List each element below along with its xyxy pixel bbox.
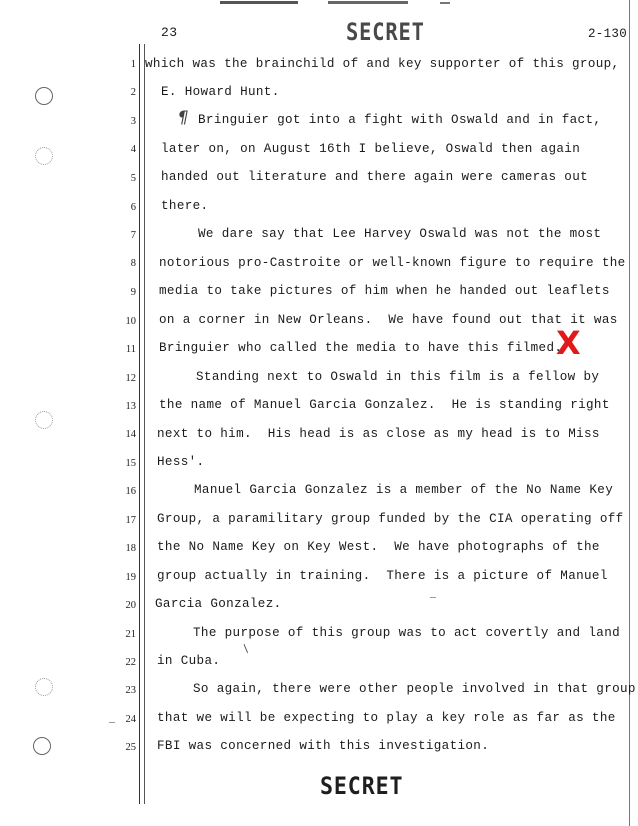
margin-rule	[139, 44, 140, 804]
line-number: 15	[125, 458, 136, 469]
transcript-line: So again, there were other people involved in that group	[193, 682, 636, 696]
line-number: 8	[130, 258, 136, 269]
classification-stamp-bottom: SECRET	[320, 772, 404, 800]
line-number: 9	[130, 287, 136, 298]
pencil-stroke	[430, 597, 436, 598]
line-number: 23	[125, 685, 136, 696]
transcript-line: that we will be expecting to play a key role as far as the	[157, 711, 616, 725]
red-annotation-mark: X	[556, 324, 581, 362]
transcript-line: media to take pictures of him when he handed out leaflets	[159, 284, 610, 298]
header-bar	[220, 1, 298, 4]
transcript-line: Manuel Garcia Gonzalez is a member of the No Name Key	[194, 483, 614, 497]
transcript-line: later on, on August 16th I believe, Oswald then again	[161, 142, 581, 156]
document-reference: 2-130	[588, 27, 628, 41]
line-number: 21	[125, 629, 136, 640]
header-redaction-fragment	[220, 0, 460, 6]
transcript-line: on a corner in New Orleans. We have found out that it was	[159, 313, 618, 327]
line-number: 4	[130, 144, 136, 155]
line-number: 3	[130, 116, 136, 127]
punch-hole	[35, 678, 53, 696]
transcript-line: Bringuier got into a fight with Oswald and in fact,	[198, 113, 602, 127]
transcript-line: Garcia Gonzalez.	[155, 597, 282, 611]
line-number: 13	[125, 401, 136, 412]
transcript-line: in Cuba.	[157, 654, 221, 668]
transcript-line: The purpose of this group was to act covertly and land	[193, 626, 621, 640]
classification-stamp-top: SECRET	[346, 18, 425, 46]
transcript-line: the No Name Key on Key West. We have photographs of the	[157, 540, 600, 554]
page-number: 23	[161, 25, 178, 40]
transcript-line: E. Howard Hunt.	[161, 85, 280, 99]
transcript-line: next to him. His head is as close as my head is to Miss	[157, 427, 600, 441]
punch-hole	[35, 411, 53, 429]
transcript-line: FBI was concerned with this investigation.	[157, 739, 490, 753]
transcript-line: the name of Manuel Garcia Gonzalez. He is standing right	[159, 398, 610, 412]
line-number: 20	[125, 600, 136, 611]
transcript-line: Hess'.	[157, 455, 205, 469]
line-number: 19	[125, 572, 136, 583]
line-number: 18	[125, 543, 136, 554]
transcript-line: handed out literature and there again were cameras out	[161, 170, 589, 184]
pencil-stroke	[109, 722, 115, 723]
line-number: 22	[125, 657, 136, 668]
line-number: 16	[125, 486, 136, 497]
line-number: 12	[125, 373, 136, 384]
line-number: 5	[130, 173, 136, 184]
header-bar	[328, 1, 408, 4]
transcript-line: there.	[161, 199, 209, 213]
line-number: 7	[130, 230, 136, 241]
line-number: 17	[125, 515, 136, 526]
pencil-stroke: /	[240, 642, 252, 655]
punch-hole	[33, 737, 51, 755]
punch-hole	[35, 87, 53, 105]
line-number: 1	[130, 59, 136, 70]
punch-hole	[35, 147, 53, 165]
margin-rule	[144, 44, 145, 804]
transcript-line: Bringuier who called the media to have this filmed.	[159, 341, 563, 355]
paragraph-mark: ¶	[178, 108, 189, 128]
line-number: 14	[125, 429, 136, 440]
transcript-line: group actually in training. There is a picture of Manuel	[157, 569, 608, 583]
transcript-line: We dare say that Lee Harvey Oswald was not the most	[198, 227, 602, 241]
transcript-line: notorious pro-Castroite or well-known figure to require the	[159, 256, 626, 270]
line-number: 24	[125, 714, 136, 725]
line-number: 10	[125, 316, 136, 327]
line-number: 11	[125, 344, 136, 355]
transcript-line: Group, a paramilitary group funded by the CIA operating off	[157, 512, 624, 526]
header-bar	[440, 2, 450, 4]
transcript-line: which was the brainchild of and key supporter of this group,	[145, 57, 620, 71]
line-number: 6	[130, 202, 136, 213]
transcript-line: Standing next to Oswald in this film is a fellow by	[196, 370, 600, 384]
page-edge-rule	[629, 0, 630, 826]
line-number: 2	[130, 87, 136, 98]
line-number: 25	[125, 742, 136, 753]
